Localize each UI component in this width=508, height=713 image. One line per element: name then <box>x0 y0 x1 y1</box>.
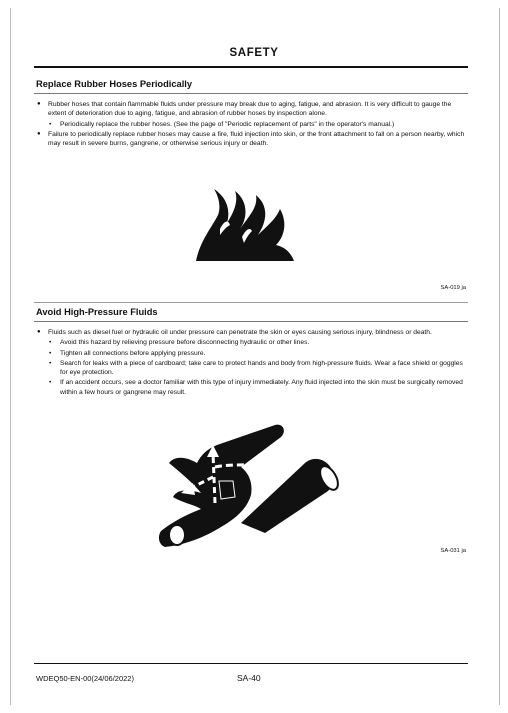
section-divider <box>34 93 468 94</box>
footer-divider <box>34 663 468 664</box>
page-title: SAFETY <box>229 47 279 59</box>
page-border-right <box>499 8 500 705</box>
flame-icon <box>190 185 300 270</box>
section-divider <box>34 321 468 322</box>
list-subitem: • Avoid this hazard by relieving pressure before disconnecting hydraulic or other lines. <box>36 338 466 347</box>
figure-caption: SA-019 ja <box>440 285 466 291</box>
section-title-rubber-hoses: Replace Rubber Hoses Periodically <box>36 79 193 89</box>
high-pressure-list <box>36 328 466 398</box>
section-title-high-pressure: Avoid High-Pressure Fluids <box>36 307 158 317</box>
list-item: ● Rubber hoses that contain flammable fluids under pressure may break due to aging, fatigue, and abrasion. It is very difficult to gauge the extent of deterioration due to aging, fatigue, and abrasion of rubber hoses by inspection alone. <box>36 100 466 119</box>
rubber-hoses-list <box>36 100 466 149</box>
figure-caption: SA-031 ja <box>440 548 466 554</box>
list-subitem: • If an accident occurs, see a doctor familiar with this type of injury immediately. Any fluid injected into the skin must be surgically removed within a few hours or gangrene may result. <box>36 378 466 397</box>
list-item: ● Fluids such as diesel fuel or hydraulic oil under pressure can penetrate the skin or eyes causing serious injury, blindness or death. <box>36 328 466 337</box>
list-subitem: • Search for leaks with a piece of cardboard; take care to protect hands and body from high-pressure fluids. Wear a face shield or goggles for eye protection. <box>36 359 466 378</box>
list-item: ● Failure to periodically replace rubber hoses may cause a fire, fluid injection into skin, or the front attachment to fall on a person nearby, which may result in severe burns, gangrene, or otherwise serious injury or death. <box>36 130 466 149</box>
page-border-left <box>10 8 11 705</box>
header-divider <box>34 66 468 68</box>
list-subitem: • Periodically replace the rubber hoses. (See the page of "Periodic replacement of parts" in the operator's manual.) <box>36 120 466 129</box>
list-subitem: • Tighten all connections before applying pressure. <box>36 349 466 358</box>
fluid-injection-hand-icon <box>155 423 345 553</box>
document-id: WDEQ50-EN-00(24/06/2022) <box>36 674 134 683</box>
page-number: SA-40 <box>237 673 261 683</box>
section-divider <box>34 302 468 303</box>
